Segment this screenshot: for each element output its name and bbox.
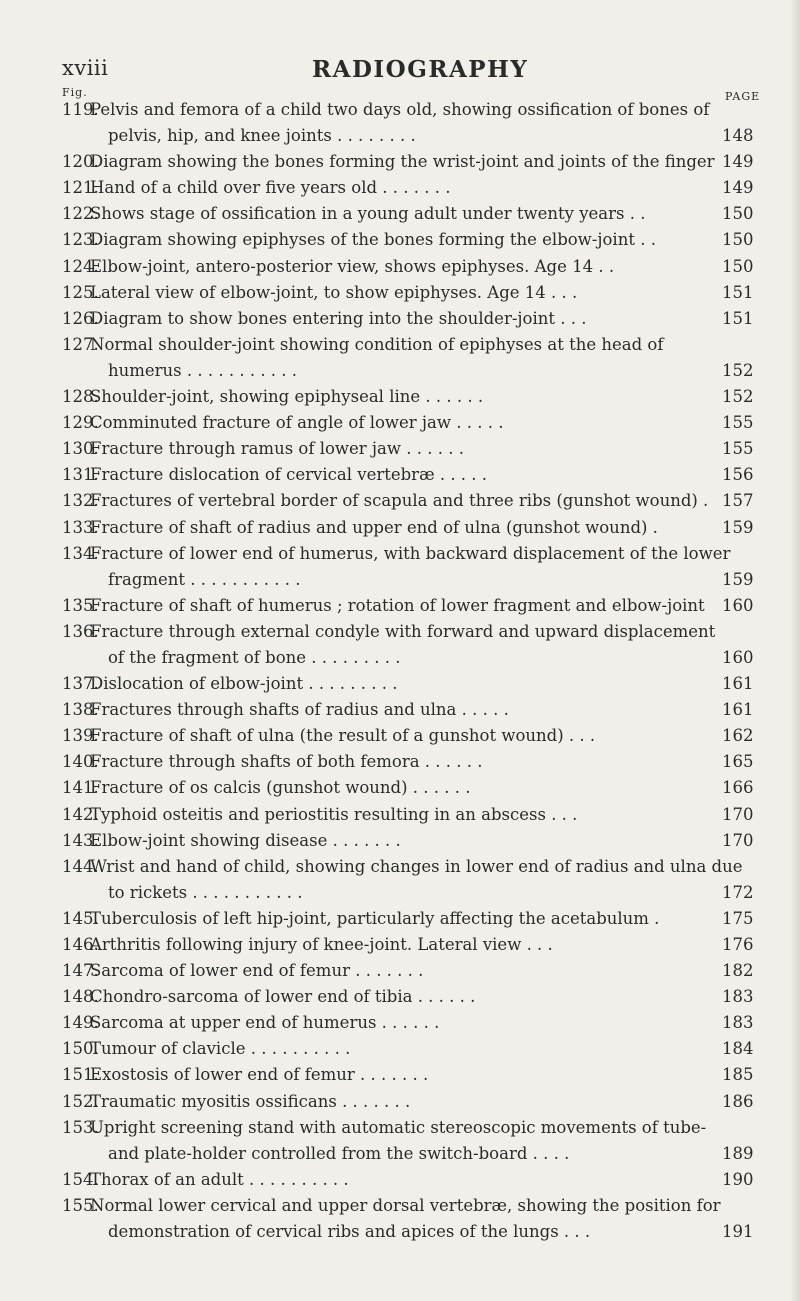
page-number: 186	[722, 1091, 754, 1111]
entry-line	[62, 697, 762, 723]
figure-caption: Exostosis of lower end of femur . . . . . . .	[90, 1065, 429, 1085]
figure-entry	[62, 1036, 762, 1062]
entry-line	[62, 1141, 762, 1167]
entry-line	[62, 384, 762, 410]
entry-line	[62, 175, 762, 201]
entry-line	[62, 436, 762, 462]
figure-caption: Wrist and hand of child, showing changes in lower end of radius and ulna due	[90, 856, 743, 876]
figure-entry	[62, 749, 762, 775]
figure-caption: fragment . . . . . . . . . . .	[108, 569, 301, 589]
entry-line	[62, 593, 762, 619]
figure-caption: Upright screening stand with automatic stereoscopic movements of tube-	[90, 1117, 707, 1137]
entry-line	[62, 1036, 762, 1062]
figure-entry	[62, 593, 762, 619]
entry-line	[62, 1010, 762, 1036]
page-number: 160	[722, 595, 754, 615]
figure-caption: Tumour of clavicle . . . . . . . . . .	[90, 1039, 351, 1059]
page-number: 184	[722, 1039, 754, 1059]
page-number: 190	[722, 1169, 754, 1189]
entry-line	[62, 410, 762, 436]
page-number: 189	[722, 1143, 754, 1163]
figure-entry	[62, 775, 762, 801]
figure-caption: Diagram showing the bones forming the wrist-joint and joints of the finger	[90, 152, 715, 172]
figure-number: 152.	[62, 1091, 99, 1111]
figure-number: 154.	[62, 1169, 99, 1189]
figure-caption: and plate-holder controlled from the switch-board . . . .	[108, 1143, 570, 1163]
figure-entry	[62, 201, 762, 227]
figure-entry	[62, 671, 762, 697]
page-number: 161	[722, 674, 754, 694]
figure-caption: Arthritis following injury of knee-joint. Lateral view . . .	[90, 935, 553, 954]
page-edge-shadow	[790, 0, 800, 1301]
figure-entry	[62, 1167, 762, 1193]
page-number: 165	[722, 752, 754, 772]
page-number: 175	[722, 908, 754, 928]
entry-line	[62, 854, 762, 880]
entry-line	[62, 749, 762, 775]
figure-caption: Diagram to show bones entering into the shoulder-joint . . .	[90, 308, 587, 328]
figure-entry	[62, 984, 762, 1010]
entry-line	[62, 880, 762, 906]
entry-line	[62, 332, 762, 358]
figure-caption: Normal lower cervical and upper dorsal vertebræ, showing the position for	[90, 1195, 721, 1215]
running-title: RADIOGRAPHY	[312, 56, 529, 83]
figure-number: 137.	[62, 674, 99, 694]
figure-entry	[62, 906, 762, 932]
page-number: 172	[722, 882, 754, 902]
entry-line	[62, 958, 762, 984]
figure-caption: Shows stage of ossification in a young adult under twenty years . .	[90, 204, 646, 224]
figure-entry	[62, 462, 762, 488]
figure-caption: Lateral view of elbow-joint, to show epiphyses. Age 14 . . .	[90, 282, 578, 302]
figure-entry	[62, 436, 762, 462]
figure-entry	[62, 384, 762, 410]
entry-line	[62, 541, 762, 567]
page-number: 170	[722, 830, 754, 850]
figure-number: 150.	[62, 1039, 99, 1059]
figure-entry	[62, 854, 762, 906]
figure-number: 130.	[62, 439, 99, 459]
figure-number: 144.	[62, 856, 99, 876]
figure-number: 153.	[62, 1117, 99, 1137]
figure-number: 134.	[62, 543, 99, 563]
fig-column-label: Fig.	[62, 86, 88, 99]
figure-entry	[62, 619, 762, 671]
figure-caption: Hand of a child over five years old . . . . . . .	[90, 178, 451, 198]
figure-entry	[62, 723, 762, 749]
figure-number: 155.	[62, 1195, 99, 1215]
figure-caption: Shoulder-joint, showing epiphyseal line . . . . . .	[90, 387, 484, 407]
entry-line	[62, 723, 762, 749]
figure-caption: Sarcoma of lower end of femur . . . . . . .	[90, 961, 424, 981]
figure-number: 149.	[62, 1013, 99, 1033]
entry-line	[62, 775, 762, 801]
figure-number: 123.	[62, 230, 99, 250]
figure-caption: Fracture dislocation of cervical vertebræ . . . . .	[90, 465, 488, 485]
figure-caption: Fractures of vertebral border of scapula and three ribs (gunshot wound) .	[90, 491, 709, 511]
entry-line	[62, 1115, 762, 1141]
figure-entry	[62, 515, 762, 541]
entry-line	[62, 254, 762, 280]
figure-list	[62, 97, 762, 1245]
figure-caption: to rickets . . . . . . . . . . .	[108, 882, 303, 902]
figure-entry	[62, 1115, 762, 1167]
page-number: 150	[722, 256, 754, 276]
figure-number: 151.	[62, 1065, 99, 1085]
figure-caption: Comminuted fracture of angle of lower jaw . . . . .	[90, 413, 504, 433]
page-number: 152	[722, 387, 754, 407]
figure-entry	[62, 1010, 762, 1036]
entry-line	[62, 201, 762, 227]
figure-number: 140.	[62, 752, 99, 772]
figure-caption: Normal shoulder-joint showing condition of epiphyses at the head of	[90, 334, 664, 354]
page-number: 156	[722, 465, 754, 485]
figure-caption: Fracture of shaft of humerus ; rotation of lower fragment and elbow-joint	[90, 595, 705, 615]
figure-number: 122.	[62, 204, 99, 224]
figure-caption: Fracture through external condyle with forward and upward displacement	[90, 621, 716, 641]
figure-number: 148.	[62, 987, 99, 1007]
entry-line	[62, 828, 762, 854]
page-folio: xviii	[62, 56, 109, 80]
figure-caption: Diagram showing epiphyses of the bones forming the elbow-joint . .	[90, 230, 656, 250]
entry-line	[62, 123, 762, 149]
figure-entry	[62, 1193, 762, 1245]
figure-caption: Fracture of os calcis (gunshot wound) . . . . . .	[90, 778, 471, 798]
figure-number: 135.	[62, 595, 99, 615]
page-number: 148	[722, 126, 754, 146]
entry-line	[62, 619, 762, 645]
figure-caption: Thorax of an adult . . . . . . . . . .	[90, 1169, 349, 1189]
page-number: 183	[722, 987, 754, 1007]
figure-number: 124.	[62, 256, 99, 276]
figure-number: 131.	[62, 465, 99, 485]
figure-number: 121.	[62, 178, 99, 198]
page-number: 176	[722, 935, 754, 954]
figure-entry	[62, 488, 762, 514]
figure-caption: Fractures through shafts of radius and ulna . . . . .	[90, 700, 509, 720]
figure-entry	[62, 175, 762, 201]
page-number: 150	[722, 204, 754, 224]
page-number: 170	[722, 804, 754, 824]
figure-caption: Pelvis and femora of a child two days old, showing ossification of bones of	[90, 100, 710, 119]
page-number: 166	[722, 778, 754, 798]
figure-entry	[62, 828, 762, 854]
figure-caption: humerus . . . . . . . . . . .	[108, 360, 298, 380]
entry-line	[62, 358, 762, 384]
figure-caption: Sarcoma at upper end of humerus . . . . . .	[90, 1013, 440, 1033]
entry-line	[62, 1219, 762, 1245]
figure-number: 136.	[62, 621, 99, 641]
figure-number: 138.	[62, 700, 99, 720]
figure-number: 142.	[62, 804, 99, 824]
page-number: 149	[722, 178, 754, 198]
figure-entry	[62, 958, 762, 984]
page-number: 149	[722, 152, 754, 172]
figure-caption: Fracture through ramus of lower jaw . . . . . .	[90, 439, 464, 459]
figure-entry	[62, 306, 762, 332]
entry-line	[62, 1062, 762, 1088]
page-number: 151	[722, 282, 754, 302]
entry-line	[62, 1089, 762, 1115]
entry-line	[62, 227, 762, 253]
figure-number: 143.	[62, 830, 99, 850]
figure-number: 125.	[62, 282, 99, 302]
entry-line	[62, 515, 762, 541]
figure-entry	[62, 1062, 762, 1088]
entry-line	[62, 932, 762, 958]
figure-entry	[62, 227, 762, 253]
entry-line	[62, 97, 762, 123]
figure-caption: Fracture through shafts of both femora . . . . . .	[90, 752, 483, 772]
figure-entry	[62, 802, 762, 828]
figure-caption: Fracture of shaft of ulna (the result of a gunshot wound) . . .	[90, 726, 596, 746]
figure-number: 139.	[62, 726, 99, 746]
page-number: 161	[722, 700, 754, 720]
figure-entry	[62, 332, 762, 384]
figure-number: 126.	[62, 308, 99, 328]
page-number: 162	[722, 726, 754, 746]
figure-caption: Typhoid osteitis and periostitis resulting in an abscess . . .	[90, 804, 578, 824]
page-number: 182	[722, 961, 754, 981]
figure-number: 147.	[62, 961, 99, 981]
entry-line	[62, 280, 762, 306]
page-number: 152	[722, 360, 754, 380]
page-number: 191	[722, 1222, 754, 1242]
figure-number: 141.	[62, 778, 99, 798]
figure-entry	[62, 149, 762, 175]
page-number: 160	[722, 647, 754, 667]
figure-caption: Elbow-joint, antero-posterior view, shows epiphyses. Age 14 . .	[90, 256, 615, 276]
entry-line	[62, 149, 762, 175]
figure-entry	[62, 254, 762, 280]
page-number: 151	[722, 308, 754, 328]
page-number: 155	[722, 439, 754, 459]
figure-caption: Traumatic myositis ossificans . . . . . . .	[90, 1091, 411, 1111]
figure-caption: Chondro-sarcoma of lower end of tibia . . . . . .	[90, 987, 476, 1007]
figure-entry	[62, 280, 762, 306]
entry-line	[62, 567, 762, 593]
entry-line	[62, 645, 762, 671]
page-number: 150	[722, 230, 754, 250]
figure-entry	[62, 932, 762, 958]
entry-line	[62, 984, 762, 1010]
figure-caption: Dislocation of elbow-joint . . . . . . . . .	[90, 674, 398, 694]
figure-number: 145.	[62, 908, 99, 928]
figure-number: 128.	[62, 387, 99, 407]
page-column-label: PAGE	[725, 90, 761, 103]
figure-number: 146.	[62, 935, 99, 954]
figure-entry	[62, 1089, 762, 1115]
entry-line	[62, 906, 762, 932]
figure-caption: Fracture of shaft of radius and upper end of ulna (gunshot wound) .	[90, 517, 658, 537]
figure-caption: demonstration of cervical ribs and apices of the lungs . . .	[108, 1222, 591, 1242]
entry-line	[62, 1193, 762, 1219]
page-number: 183	[722, 1013, 754, 1033]
figure-entry	[62, 541, 762, 593]
entry-line	[62, 671, 762, 697]
figure-number: 120.	[62, 152, 99, 172]
figure-number: 129.	[62, 413, 99, 433]
entry-line	[62, 306, 762, 332]
figure-number: 133.	[62, 517, 99, 537]
entry-line	[62, 802, 762, 828]
figure-caption: Tuberculosis of left hip-joint, particularly affecting the acetabulum .	[90, 908, 660, 928]
figure-caption: pelvis, hip, and knee joints . . . . . . . .	[108, 126, 416, 146]
page-number: 159	[722, 517, 754, 537]
figure-caption: Fracture of lower end of humerus, with backward displacement of the lower	[90, 543, 731, 563]
figure-number: 132.	[62, 491, 99, 511]
page-number: 185	[722, 1065, 754, 1085]
entry-line	[62, 462, 762, 488]
page-number: 159	[722, 569, 754, 589]
page-number: 155	[722, 413, 754, 433]
entry-line	[62, 488, 762, 514]
figure-entry	[62, 697, 762, 723]
figure-number: 127.	[62, 334, 99, 354]
figure-entry	[62, 410, 762, 436]
entry-line	[62, 1167, 762, 1193]
page-number: 157	[722, 491, 754, 511]
figure-entry	[62, 97, 762, 149]
figure-number: 119.	[62, 100, 99, 119]
figure-caption: Elbow-joint showing disease . . . . . . .	[90, 830, 401, 850]
page-header	[62, 56, 762, 86]
figure-caption: of the fragment of bone . . . . . . . . .	[108, 647, 401, 667]
